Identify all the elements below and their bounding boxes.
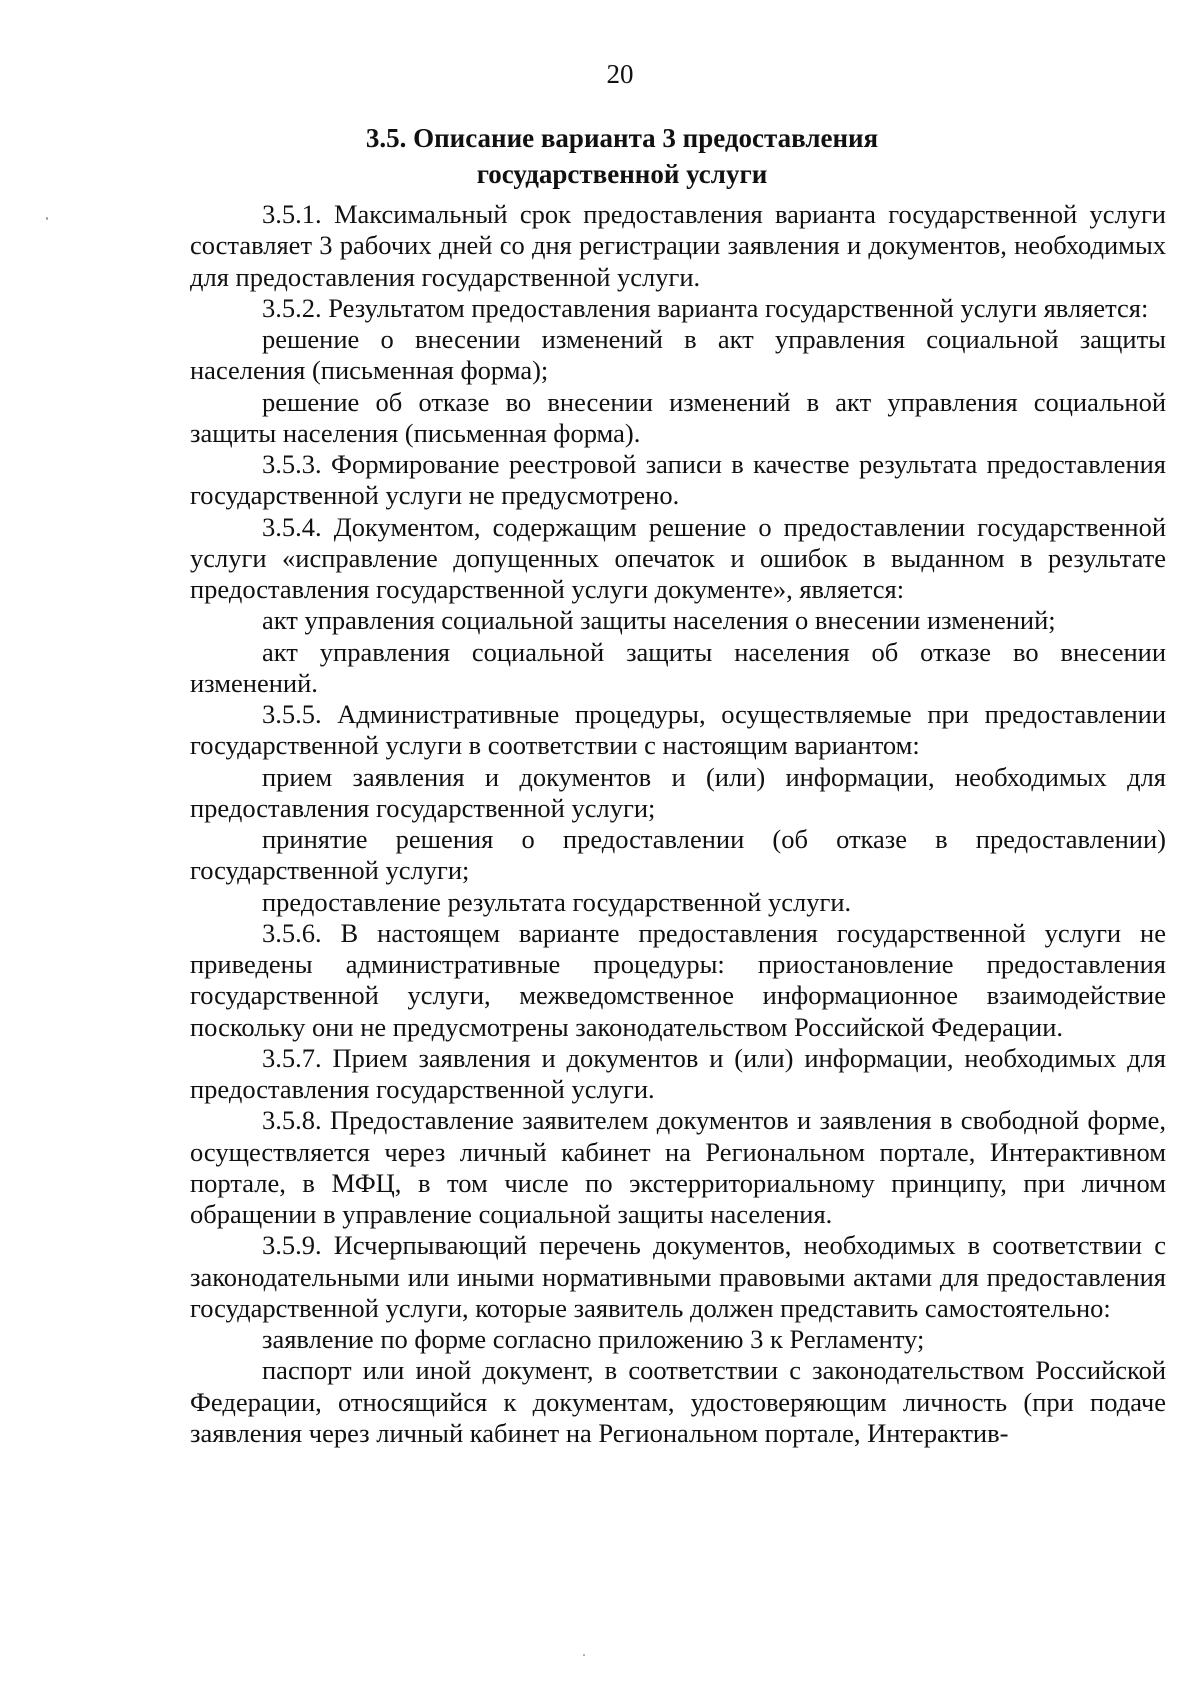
paragraph-3-5-3: 3.5.3. Формирование реестровой записи в качестве результата предоставления государственной услуги не предусмотрено. (190, 449, 1166, 511)
scan-speck (583, 1654, 585, 1656)
paragraph-3-5-5: 3.5.5. Административные процедуры, осуществляемые при предоставлении государственной услуги в соответствии с настоящим вариантом: (190, 699, 1166, 761)
paragraph-item: решение о внесении изменений в акт управления социальной защиты населения (письменная форма); (190, 324, 1166, 386)
paragraph-item: прием заявления и документов и (или) информации, необходимых для предоставления государственной услуги; (190, 761, 1166, 823)
paragraph-item: предоставление результата государственной услуги. (262, 886, 852, 917)
paragraph-3-5-2: 3.5.2. Результатом предоставления варианта государственной услуги является: (262, 292, 1149, 323)
paragraph-3-5-1: 3.5.1. Максимальный срок предоставления варианта государственной услуги составляет 3 рабочих дней со дня регистрации заявления и документов, необходимых для предоставления государственной услуги. (190, 199, 1166, 292)
section-heading-line-1: 3.5. Описание варианта 3 предоставления (365, 123, 879, 153)
paragraph-3-5-8: 3.5.8. Предоставление заявителем документов и заявления в свободной форме, осуществляется через личный кабинет на Региональном портале, Интерактивном портале, в МФЦ, в том числе по экстерриториальному принципу, при личном обращении в управление социальной защиты населения. (190, 1105, 1166, 1229)
paragraph-3-5-9: 3.5.9. Исчерпывающий перечень документов, необходимых в соответствии с законодательными или иными нормативными правовыми актами для предоставления государственной услуги, которые заявитель должен представить самостоятельно: (190, 1230, 1166, 1323)
paragraph-item: решение об отказе во внесении изменений в акт управления социальной защиты населения (письменная форма). (190, 386, 1166, 448)
paragraph-item: заявление по форме согласно приложению 3 к Регламенту; (262, 1324, 925, 1354)
section-heading (0, 120, 1200, 192)
paragraph-3-5-4: 3.5.4. Документом, содержащим решение о предоставлении государственной услуги «исправление допущенных опечаток и ошибок в выданном в результате предоставления государственной услуги документе», является: (190, 511, 1166, 604)
paragraph-3-5-6: 3.5.6. В настоящем варианте предоставления государственной услуги не приведены административные процедуры: приостановление предоставления государственной услуги, межведомственное информационное взаимодействие поскольку они не предусмотрены законодательством Российской Федерации. (190, 917, 1166, 1042)
page-number: 20 (606, 59, 634, 89)
paragraph-item: акт управления социальной защиты населения о внесении изменений; (262, 605, 1056, 636)
scan-speck (46, 217, 48, 220)
paragraph-item: паспорт или иной документ, в соответствии с законодательством Российской Федерации, относящийся к документам, удостоверяющим личность (при подаче заявления через личный кабинет на Региональном портале, Интерактив- (190, 1355, 1166, 1448)
paragraph-3-5-7: 3.5.7. Прием заявления и документов и (или) информации, необходимых для предоставления государственной услуги. (190, 1042, 1166, 1104)
section-heading-line-2: государственной услуги (476, 159, 768, 189)
paragraph-item: акт управления социальной защиты населения об отказе во внесении изменений. (190, 636, 1166, 698)
body-text (190, 199, 1166, 1449)
paragraph-item: принятие решения о предоставлении (об отказе в предоставлении) государственной услуги; (190, 824, 1166, 886)
